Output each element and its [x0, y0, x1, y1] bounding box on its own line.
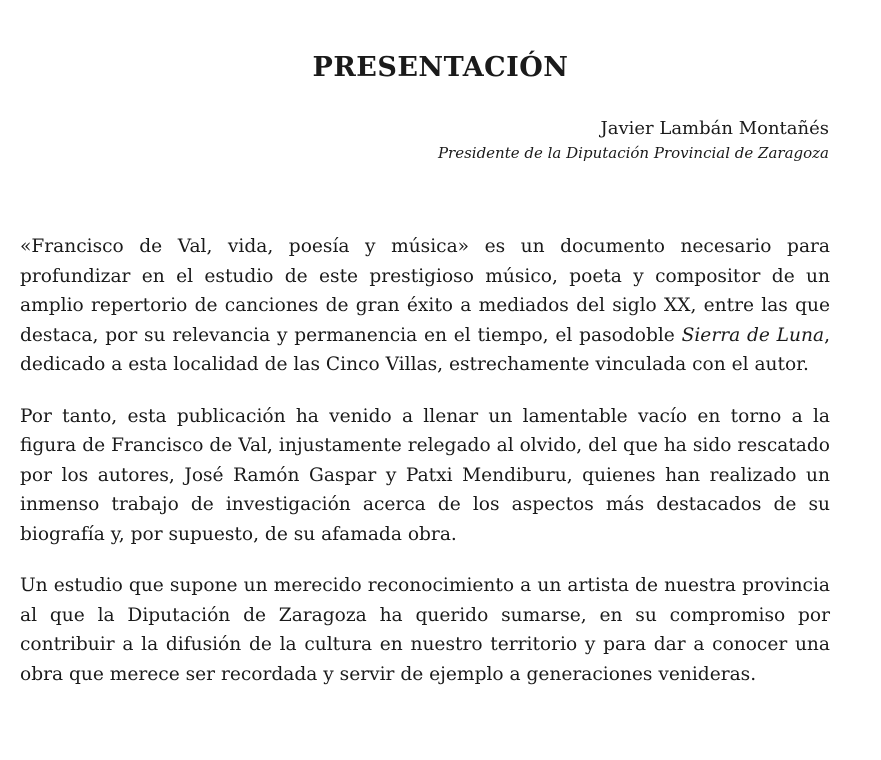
author-name: Javier Lambán Montañés: [600, 118, 829, 139]
author-block: [438, 116, 829, 164]
song-title: Sierra de Luna: [681, 324, 825, 346]
paragraph-2: Por tanto, esta publicación ha venido a llenar un lamentable vacío en torno a la figura de Francisco de Val, injustamente relegado al olvido, del que ha sido rescatado por los autores, José Ramón Gaspar y Patxi Mendiburu, quienes han realizado un inmenso trabajo de investigación acerca de los aspectos más destacados de su biografía y, por supuesto, de su afamada obra.: [20, 405, 830, 545]
paragraph-1-text-start: «Francisco de Val, vida, poesía y música» es un documento necesario para profundizar en el estudio de este prestigioso músico, poeta y compositor de un amplio repertorio de canciones de gran éxito a mediados del siglo XX, entre las que destaca, por su relevancia y permanencia en el tiempo, el pasodoble: [20, 236, 830, 346]
paragraph-3: Un estudio que supone un merecido reconocimiento a un artista de nuestra provincia al que la Diputación de Zaragoza ha querido sumarse, en su compromiso por contribuir a la difusión de la cultura en nuestro territorio y para dar a conocer una obra que merece ser recordada y servir de ejemplo a generaciones venideras.: [20, 575, 830, 685]
author-role: Presidente de la Diputación Provincial de Zaragoza: [437, 144, 829, 162]
paragraph-1-text-end: , dedicado a esta localidad de las Cinco Villas, estrechamente vinculada con el autor.: [20, 324, 830, 375]
page-title: PRESENTACIÓN: [312, 52, 569, 83]
body-text: [20, 232, 830, 711]
paragraph-1: [20, 232, 830, 380]
